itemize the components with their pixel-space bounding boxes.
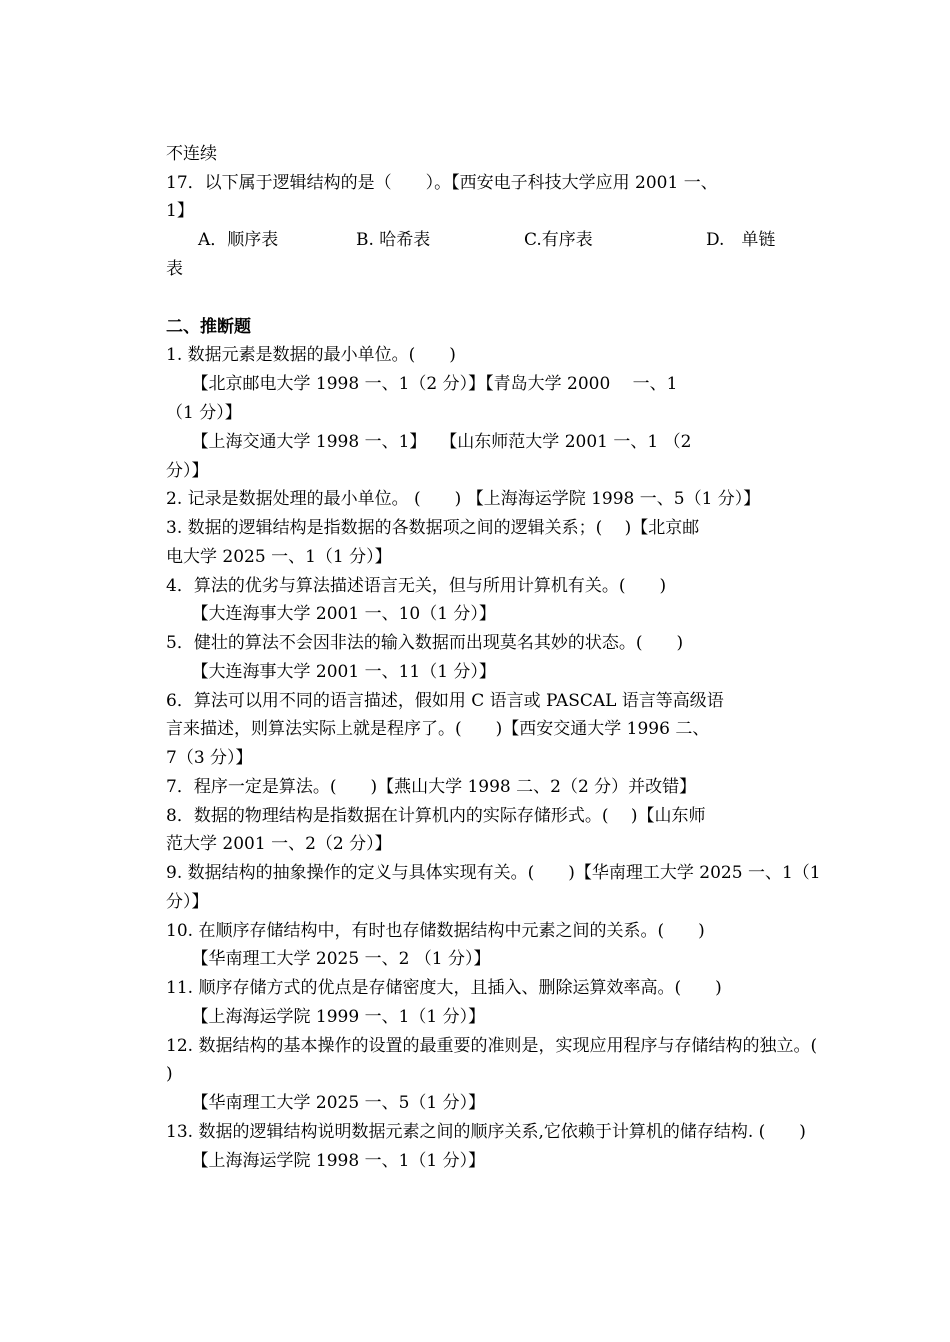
judge-line: 7．程序一定是算法。( )【燕山大学 1998 二、2（2 分）并改错】 <box>166 777 697 797</box>
judge-line: 分）】 <box>166 461 209 481</box>
judge-line: 3. 数据的逻辑结构是指数据的各数据项之间的逻辑关系；( )【北京邮 <box>166 518 700 538</box>
judge-line: 4．算法的优劣与算法描述语言无关，但与所用计算机有关。( ) <box>166 576 667 596</box>
judge-line: 【华南理工大学 2025 一、5（1 分）】 <box>166 1093 486 1113</box>
judge-line: 【华南理工大学 2025 一、2 （1 分）】 <box>166 949 491 969</box>
question-17-option-a: A．顺序表 <box>198 230 279 250</box>
judge-line: 分）】 <box>166 892 209 912</box>
judge-line: 11. 顺序存储方式的优点是存储密度大，且插入、删除运算效率高。( ) <box>166 978 722 998</box>
judge-line: 【上海海运学院 1999 一、1（1 分）】 <box>166 1007 486 1027</box>
question-17-option-b: B. 哈希表 <box>356 230 431 250</box>
judge-line: 8．数据的物理结构是指数据在计算机内的实际存储形式。( )【山东师 <box>166 806 706 826</box>
judge-line: 10. 在顺序存储结构中，有时也存储数据结构中元素之间的关系。( ) <box>166 921 705 941</box>
judge-line: （1 分）】 <box>166 403 242 423</box>
judge-line: 电大学 2025 一、1（1 分）】 <box>166 547 392 567</box>
judge-line: 2. 记录是数据处理的最小单位。 ( ) 【上海海运学院 1998 一、5（1 分）】 <box>166 489 761 509</box>
judge-line: 【大连海事大学 2001 一、10（1 分）】 <box>166 604 496 624</box>
question-17-option-d: D. 单链 <box>706 230 776 250</box>
question-17-source: 1】 <box>166 201 194 221</box>
judge-line: 【北京邮电大学 1998 一、1（2 分）】【青岛大学 2000 一、1 <box>166 374 678 394</box>
judge-line: 7（3 分）】 <box>166 748 253 768</box>
judge-line: 【上海海运学院 1998 一、1（1 分）】 <box>166 1151 486 1171</box>
question-17-text: 17．以下属于逻辑结构的是（ ）。【西安电子科技大学应用 2001 一、 <box>166 173 718 193</box>
prev-question-tail: 不连续 <box>166 144 217 164</box>
question-17-option-c: C.有序表 <box>524 230 593 250</box>
judge-line: ) <box>166 1064 173 1084</box>
judge-line: 【上海交通大学 1998 一、1】 【山东师范大学 2001 一、1 （2 <box>166 432 692 452</box>
judge-line: 5．健壮的算法不会因非法的输入数据而出现莫名其妙的状态。( ) <box>166 633 684 653</box>
judge-line: 【大连海事大学 2001 一、11（1 分）】 <box>166 662 496 682</box>
section-heading: 二、推断题 <box>166 317 251 337</box>
judge-line: 9. 数据结构的抽象操作的定义与具体实现有关。( )【华南理工大学 2025 一、1（1 <box>166 863 821 883</box>
question-17-option-d-wrap: 表 <box>166 259 183 279</box>
judge-line: 6．算法可以用不同的语言描述，假如用 C 语言或 PASCAL 语言等高级语 <box>166 691 724 711</box>
judge-line: 1. 数据元素是数据的最小单位。( ) <box>166 345 456 365</box>
judge-line: 12. 数据结构的基本操作的设置的最重要的准则是，实现应用程序与存储结构的独立。( <box>166 1036 818 1056</box>
judge-line: 13. 数据的逻辑结构说明数据元素之间的顺序关系,它依赖于计算机的储存结构. ( ) <box>166 1122 806 1142</box>
judge-line: 范大学 2001 一、2（2 分）】 <box>166 834 392 854</box>
judge-line: 言来描述，则算法实际上就是程序了。( )【西安交通大学 1996 二、 <box>166 719 710 739</box>
